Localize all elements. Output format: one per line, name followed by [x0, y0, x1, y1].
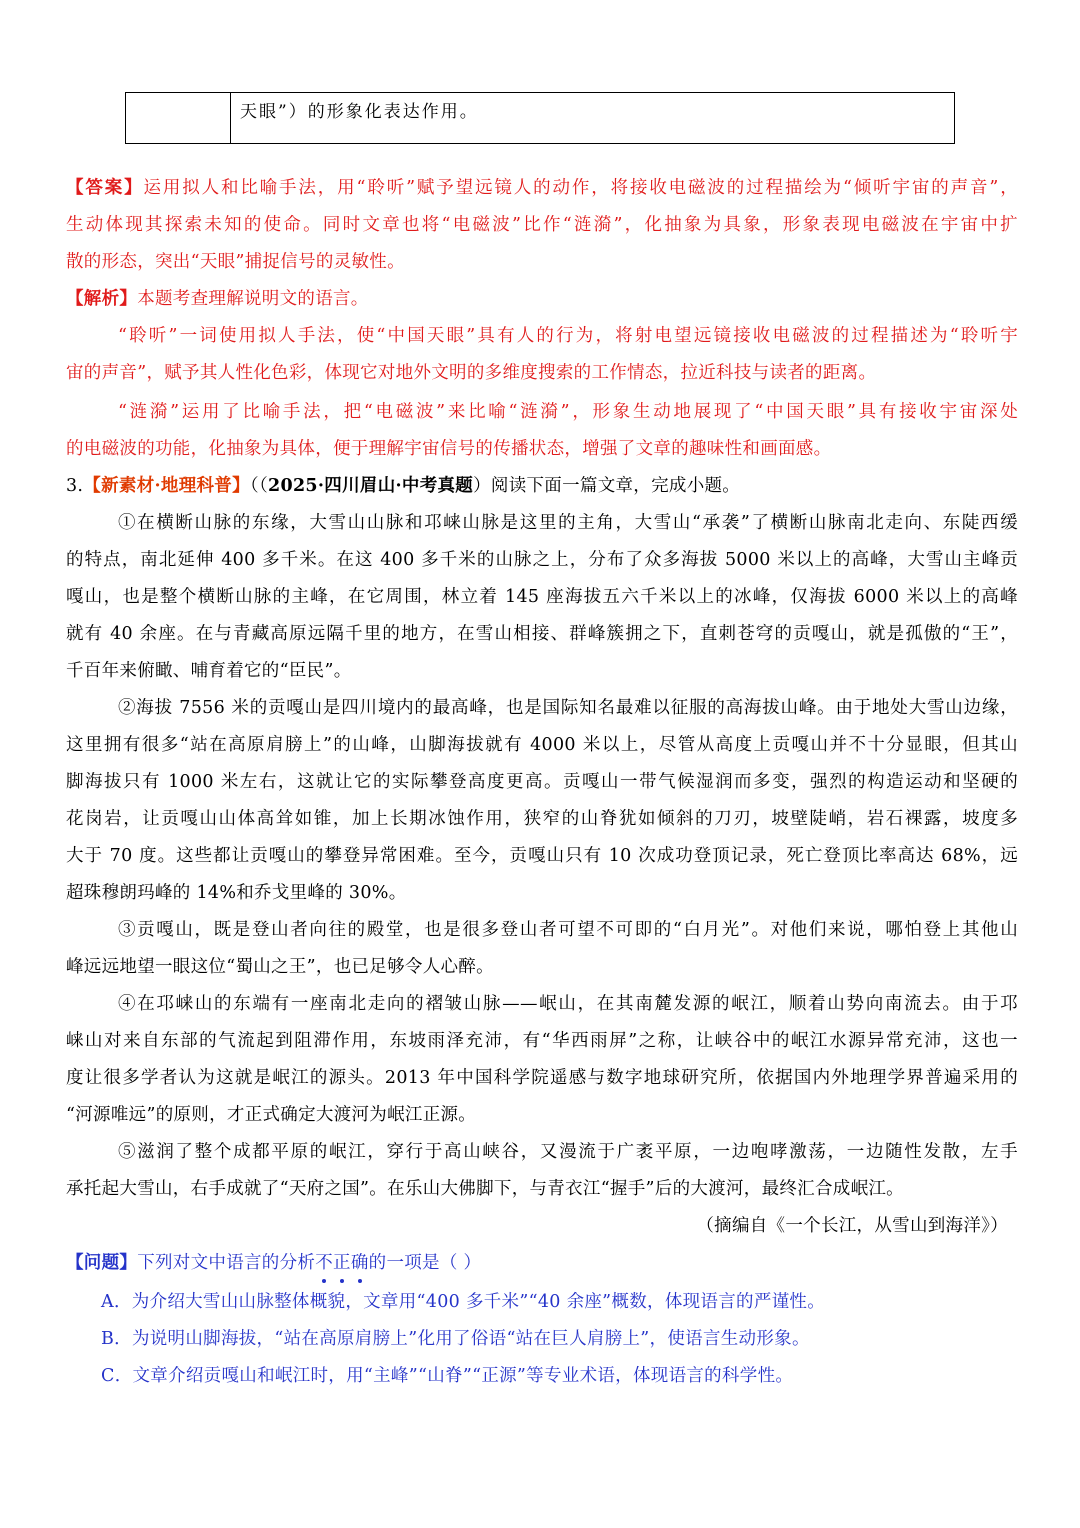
answer-line-1 — [66, 176, 1018, 200]
analysis-intro: 本题考查理解说明文的语言。 — [137, 289, 369, 309]
question3-source: 2025·四川眉山·中考真题 — [268, 476, 474, 496]
analysis-line-4: 的电磁波的功能，化抽象为具体，便于理解宇宙信号的传播状态，增强了文章的趣味性和画面感。 — [66, 439, 832, 459]
answer-tag: 【答案】 — [66, 178, 144, 198]
question-stem-before: 下列对文中语言的分析 — [137, 1253, 316, 1273]
passage-line-5: 千百年来俯瞰、哺育着它的“臣民”。 — [66, 661, 352, 681]
passage-line-11: 超珠穆朗玛峰的 14%和乔戈里峰的 30%。 — [66, 883, 407, 903]
question-stem-after: 的一项是（ ） — [368, 1253, 482, 1273]
passage-line-6: ②海拔 7556 米的贡嘎山是四川境内的最高峰，也是国际知名最难以征服的高海拔山峰。由于地处大雪山边缘， — [118, 698, 1018, 718]
emphasis-char-2: 正 — [333, 1253, 351, 1273]
passage-line-19: 承托起大雪山，右手成就了“天府之国”。在乐山大佛脚下，与青衣江“握手”后的大渡河，最终汇合成岷江。 — [66, 1179, 904, 1199]
question3-source-open: （（ — [249, 476, 268, 496]
passage-line-10: 大于 70 度。这些都让贡嘎山的攀登异常困难。至今，贡嘎山只有 10 次成功登顶记录，死亡登顶比率高达 68%，远 — [66, 846, 1018, 866]
passage-line-18: ⑤滋润了整个成都平原的岷江，穿行于高山峡谷，又漫流于广袤平原，一边咆哮激荡，一边随性发散，左手 — [118, 1142, 1018, 1162]
passage-source: （摘编自《一个长江，从雪山到海洋》） — [696, 1216, 1008, 1236]
passage-line-4: 就有 40 余座。在与青藏高原远隔千里的地方，在雪山相接、群峰簇拥之下，直刺苍穹的贡嘎山，就是孤傲的“王”， — [66, 624, 1018, 644]
answer-text: 运用拟人和比喻手法，用“聆听”赋予望远镜人的动作，将接收电磁波的过程描绘为“倾听宇宙的声音”， — [143, 178, 1019, 198]
analysis-tag: 【解析】 — [66, 289, 138, 309]
passage-line-1: ①在横断山脉的东缘，大雪山山脉和邛崃山脉是这里的主角，大雪山“承袭”了横断山脉南北走向、东陡西缓 — [118, 513, 1018, 533]
table-cell-left — [126, 93, 231, 143]
question3-header — [66, 474, 1018, 498]
question3-number: 3. — [66, 476, 84, 496]
passage-line-15: 崃山对来自东部的气流起到阻滞作用，东坡雨泽充沛，有“华西雨屏”之称，让峡谷中的岷江水源异常充沛，这也一 — [66, 1031, 1018, 1051]
passage-line-7: 这里拥有很多“站在高原肩膀上”的山峰，山脚海拔就有 4000 米以上，尽管从高度上贡嘎山并不十分显眼，但其山 — [66, 735, 1018, 755]
analysis-line-1: “聆听”一词使用拟人手法，使“中国天眼”具有人的行为，将射电望远镜接收电磁波的过程描述为“聆听宇 — [118, 326, 1018, 346]
analysis-line-2: 宙的声音”，赋予其人性化色彩，体现它对地外文明的多维度搜索的工作情态，拉近科技与读者的距离。 — [66, 363, 877, 383]
emphasis-char-3: 确 — [350, 1253, 369, 1273]
answer-line-3: 散的形态，突出“天眼”捕捉信号的灵敏性。 — [66, 252, 405, 272]
analysis-intro-line — [66, 287, 1018, 311]
passage-line-8: 脚海拔只有 1000 米左右，这就让它的实际攀登高度更高。贡嘎山一带气候湿润而多变，强烈的构造运动和坚硬的 — [66, 772, 1018, 792]
passage-line-14: ④在邛崃山的东端有一座南北走向的褶皱山脉——岷山，在其南麓发源的岷江，顺着山势向南流去。由于邛 — [118, 994, 1018, 1014]
passage-line-16: 度让很多学者认为这就是岷江的源头。2013 年中国科学院遥感与数字地球研究所，依据国内外地理学界普遍采用的 — [66, 1068, 1018, 1088]
option-c[interactable]: C．文章介绍贡嘎山和岷江时，用“主峰”“山脊”“正源”等专业术语，体现语言的科学性。 — [101, 1366, 794, 1386]
option-a[interactable]: A．为介绍大雪山山脉整体概貌，文章用“400 多千米”“40 余座”概数，体现语言的严谨性。 — [101, 1292, 826, 1312]
question-tag: 【问题】 — [66, 1253, 138, 1273]
passage-line-17: “河源唯远”的原则，才正式确定大渡河为岷江正源。 — [66, 1105, 477, 1125]
question3-tag: 【新素材·地理科普】 — [83, 476, 250, 496]
option-b[interactable]: B．为说明山脚海拔，“站在高原肩膀上”化用了俗语“站在巨人肩膀上”，使语言生动形象。 — [101, 1329, 810, 1349]
question3-source-close: ） — [473, 476, 491, 496]
table-cell-right: 天眼”）的形象化表达作用。 — [240, 102, 479, 122]
passage-line-3: 嘎山，也是整个横断山脉的主峰，在它周围，林立着 145 座海拔五六千米以上的冰峰，仅海拔 6000 米以上的高峰 — [66, 587, 1018, 607]
passage-line-9: 花岗岩，让贡嘎山山体高耸如锥，加上长期冰蚀作用，狭窄的山脊犹如倾斜的刀刃，坡壁陡峭，岩石裸露，坡度多 — [66, 809, 1018, 829]
question-stem-emphasis — [315, 1253, 368, 1273]
question3-prompt: 阅读下面一篇文章，完成小题。 — [490, 476, 741, 496]
passage-line-2: 的特点，南北延伸 400 多千米。在这 400 多千米的山脉之上，分布了众多海拔 5000 米以上的高峰，大雪山主峰贡 — [66, 550, 1018, 570]
analysis-line-3: “涟漪”运用了比喻手法，把“电磁波”来比喻“涟漪”，形象生动地展现了“中国天眼”具有接收宇宙深处 — [118, 402, 1018, 422]
passage-line-12: ③贡嘎山，既是登山者向往的殿堂，也是很多登山者可望不可即的“白月光”。对他们来说，哪怕登上其他山 — [118, 920, 1018, 940]
question-stem — [66, 1251, 1018, 1275]
passage-line-13: 峰远远地望一眼这位“蜀山之王”，也已足够令人心醉。 — [66, 957, 494, 977]
table-fragment — [125, 92, 955, 144]
emphasis-char-1: 不 — [315, 1253, 334, 1273]
answer-line-2: 生动体现其探索未知的使命。同时文章也将“电磁波”比作“涟漪”，化抽象为具象，形象表现电磁波在宇宙中扩 — [66, 215, 1018, 235]
